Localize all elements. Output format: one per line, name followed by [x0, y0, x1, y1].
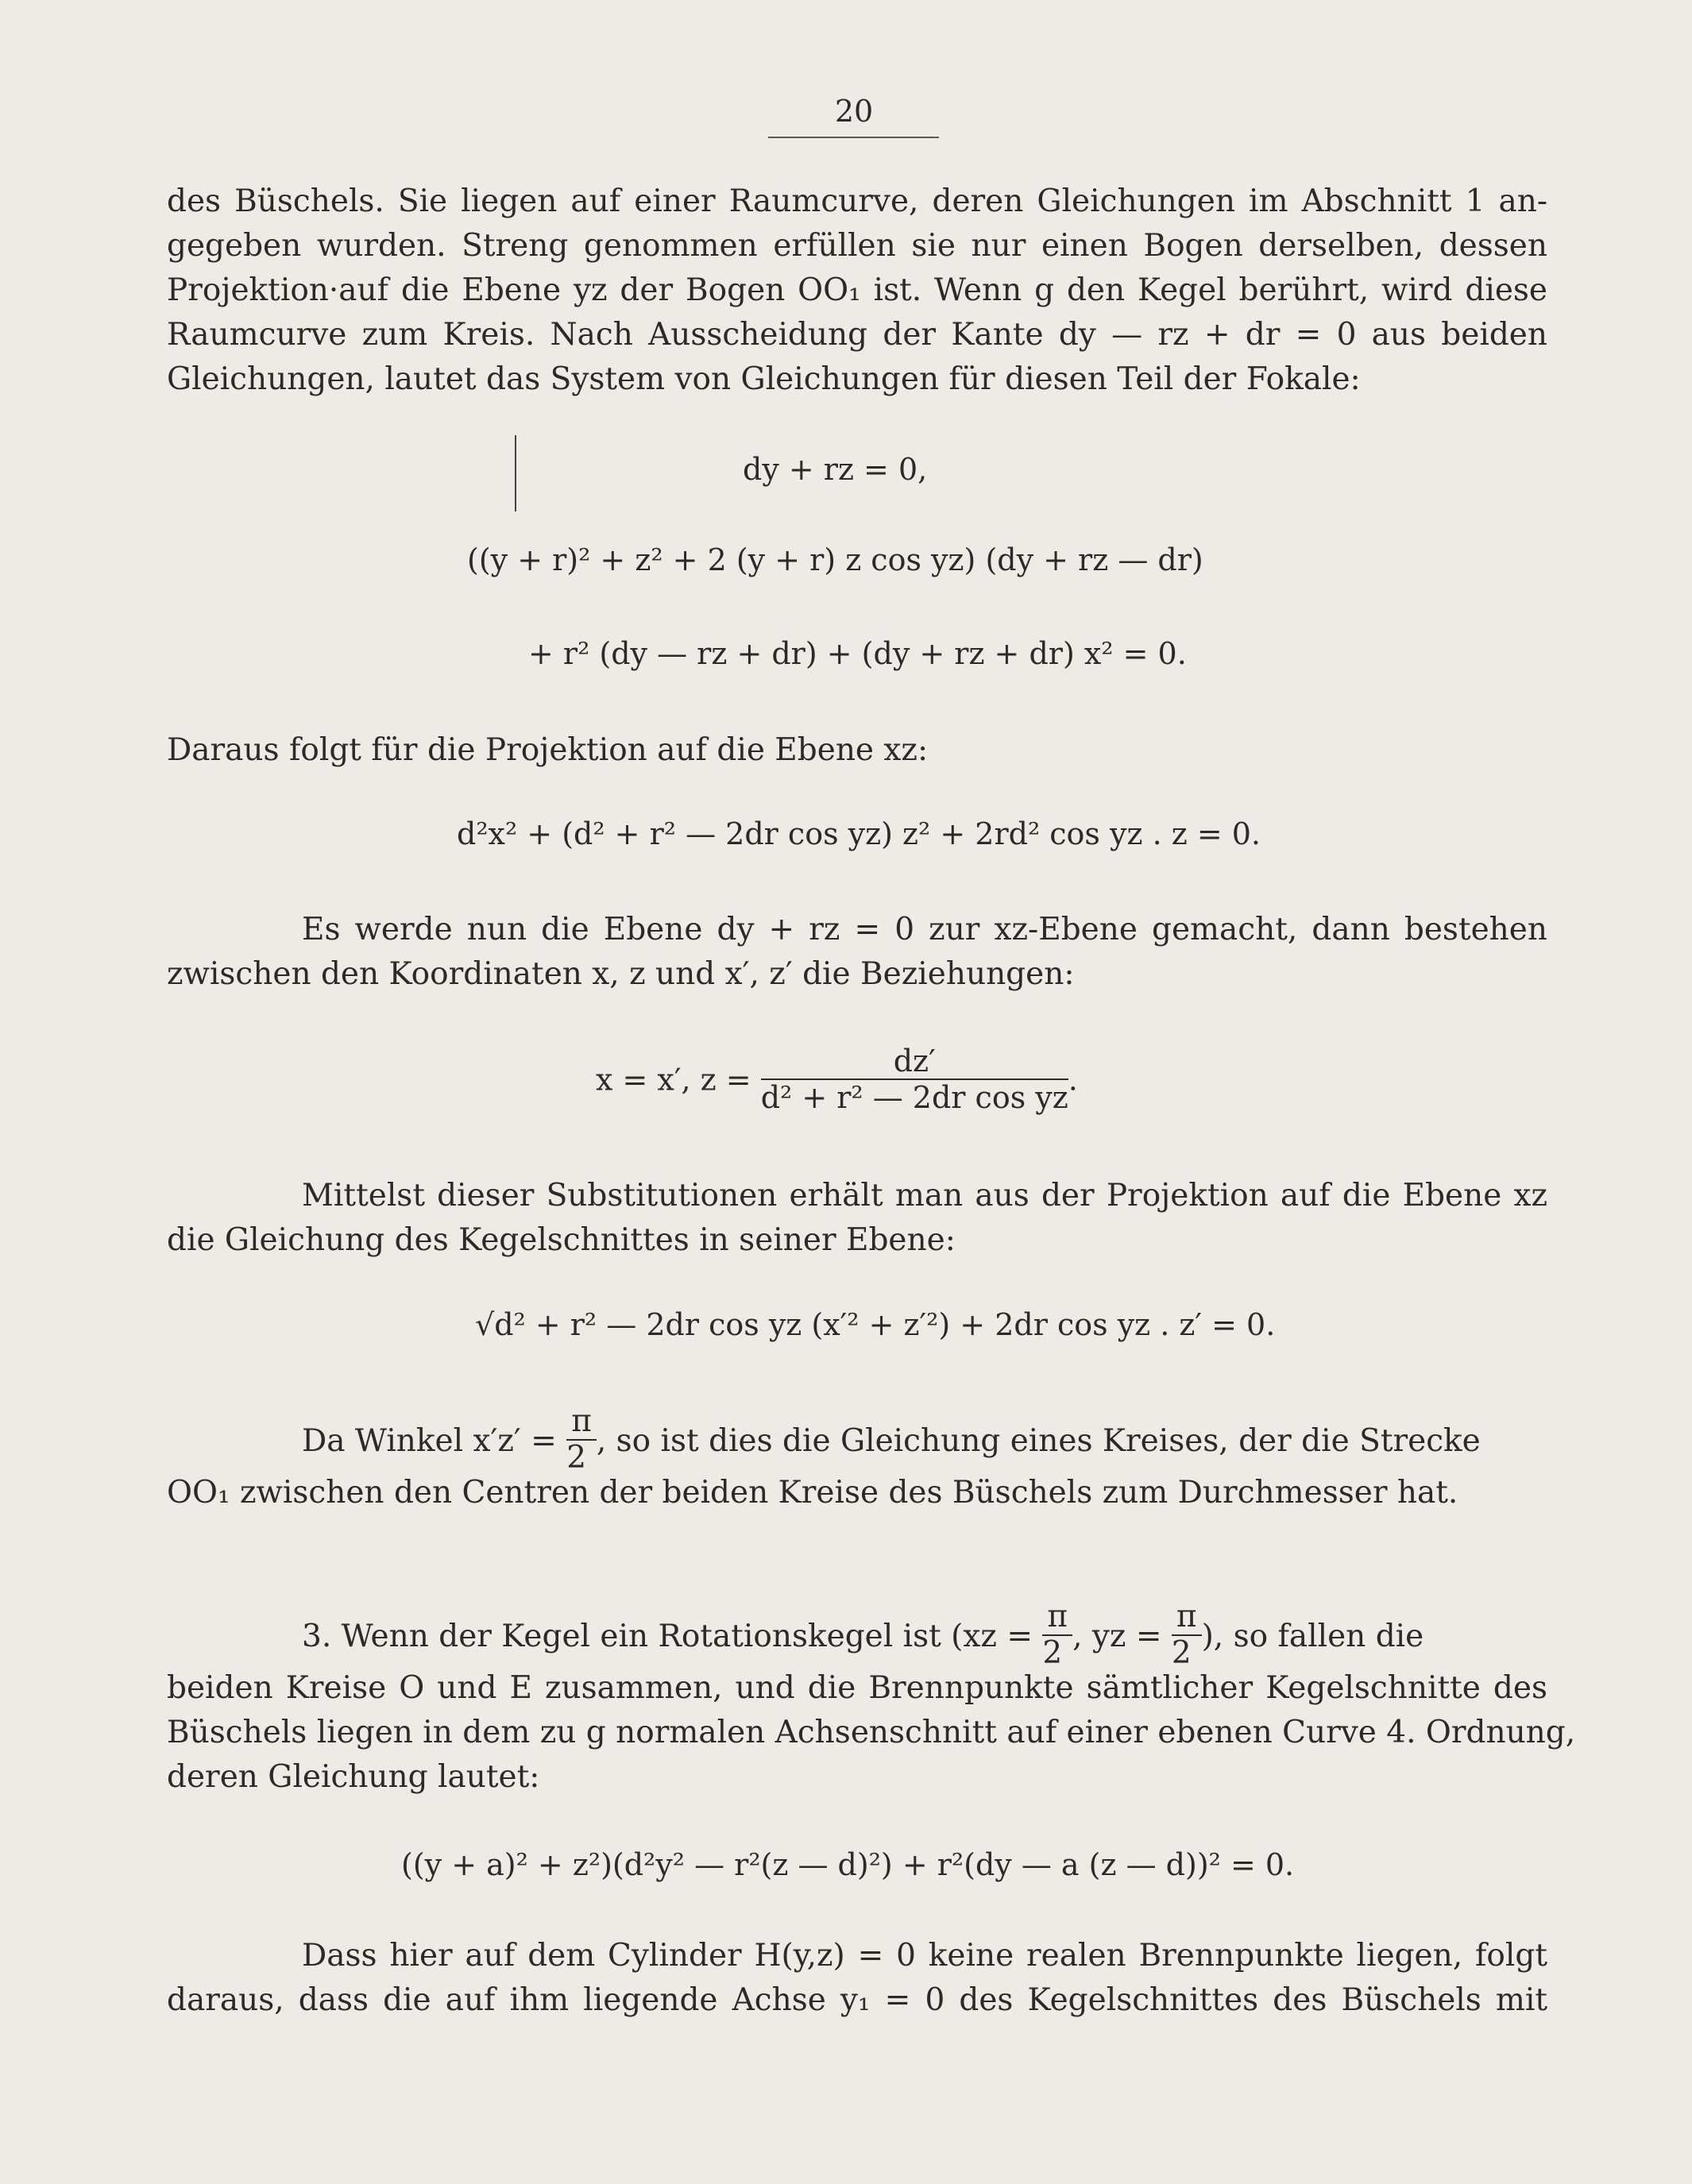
- text-line: Daraus folgt für die Projektion auf die Ebene xz:: [167, 732, 929, 768]
- header-rule: [768, 137, 939, 138]
- pi-half-fraction: [1042, 1599, 1072, 1671]
- text-line: Büschels liegen in dem zu g normalen Achsenschnitt auf einer ebenen Curve 4. Ordnung,: [167, 1715, 1576, 1750]
- text-span: , so ist dies die Gleichung eines Kreises, der die Strecke: [596, 1423, 1481, 1459]
- text-span: , yz =: [1072, 1619, 1162, 1654]
- fraction-numerator: π: [1172, 1599, 1202, 1636]
- conic-equation: √d² + r² — 2dr cos yz (x′² + z′²) + 2dr cos yz . z′ = 0.: [475, 1307, 1276, 1342]
- text-span: Da Winkel x′z′ =: [302, 1423, 557, 1459]
- fraction-denominator: 2: [566, 1440, 587, 1476]
- substitution-end: .: [1068, 1062, 1078, 1098]
- fraction-numerator: π: [1042, 1599, 1072, 1636]
- fraction-denominator: 2: [1042, 1635, 1063, 1671]
- text-line: zwischen den Koordinaten x, z und x′, z′ die Beziehungen:: [167, 956, 1075, 992]
- text-span: ), so fallen die: [1201, 1619, 1424, 1654]
- fraction-denominator: 2: [1171, 1635, 1192, 1671]
- text-line: Projektion·auf die Ebene yz der Bogen OO₁ ist. Wenn g den Kegel berührt, wird diese: [167, 272, 1547, 308]
- text-line: Raumcurve zum Kreis. Nach Ausscheidung der Kante dy — rz + dr = 0 aus beiden: [167, 317, 1547, 353]
- text-line: die Gleichung des Kegelschnittes in seiner Ebene:: [167, 1222, 956, 1258]
- text-line: Mittelst dieser Substitutionen erhält man aus der Projektion auf die Ebene xz: [302, 1178, 1547, 1214]
- text-line: gegeben wurden. Streng genommen erfüllen sie nur einen Bogen derselben, dessen: [167, 228, 1547, 264]
- text-line: daraus, dass die auf ihm liegende Achse y₁ = 0 des Kegelschnittes des Büschels mit: [167, 1982, 1547, 2018]
- fraction-numerator: π: [566, 1404, 597, 1441]
- fraction-numerator: dz′: [761, 1044, 1068, 1080]
- system-bracket: [515, 435, 527, 511]
- text-line: beiden Kreise O und E zusammen, und die Brennpunkte sämtlicher Kegelschnitte des: [167, 1670, 1547, 1706]
- system-equation-2: ((y + r)² + z² + 2 (y + r) z cos yz) (dy + rz — dr): [467, 542, 1203, 577]
- final-equation: ((y + a)² + z²)(d²y² — r²(z — d)²) + r²(dy — a (z — d))² = 0.: [401, 1847, 1295, 1882]
- pi-half-fraction: [1172, 1599, 1202, 1671]
- substitution-equation: [596, 1044, 1078, 1118]
- page-number: 20: [834, 94, 874, 129]
- text-line: deren Gleichung lautet:: [167, 1759, 540, 1795]
- pi-half-fraction: [566, 1404, 597, 1476]
- fraction-denominator: d² + r² — 2dr cos yz: [760, 1080, 1068, 1115]
- text-line: Gleichungen, lautet das System von Gleichungen für diesen Teil der Fokale:: [167, 361, 1361, 397]
- text-line: OO₁ zwischen den Centren der beiden Kreise des Büschels zum Durchmesser hat.: [167, 1475, 1458, 1511]
- system-equation-1: dy + rz = 0,: [743, 452, 928, 487]
- substitution-lhs: x = x′, z =: [596, 1062, 751, 1098]
- system-equation-3: + r² (dy — rz + dr) + (dy + rz + dr) x² = 0.: [528, 636, 1187, 671]
- text-line: Es werde nun die Ebene dy + rz = 0 zur xz-Ebene gemacht, dann bestehen: [302, 912, 1547, 947]
- text-span: 3. Wenn der Kegel ein Rotationskegel ist (xz =: [302, 1619, 1033, 1654]
- text-line: Dass hier auf dem Cylinder H(y,z) = 0 keine realen Brennpunkte liegen, folgt: [302, 1938, 1547, 1974]
- text-line-with-fraction: [302, 1403, 1547, 1479]
- text-line-with-fraction: [302, 1599, 1547, 1674]
- substitution-fraction: [761, 1044, 1068, 1115]
- text-line: des Büschels. Sie liegen auf einer Raumcurve, deren Gleichungen im Abschnitt 1 an-: [167, 183, 1547, 219]
- projection-equation: d²x² + (d² + r² — 2dr cos yz) z² + 2rd² cos yz . z = 0.: [457, 816, 1261, 851]
